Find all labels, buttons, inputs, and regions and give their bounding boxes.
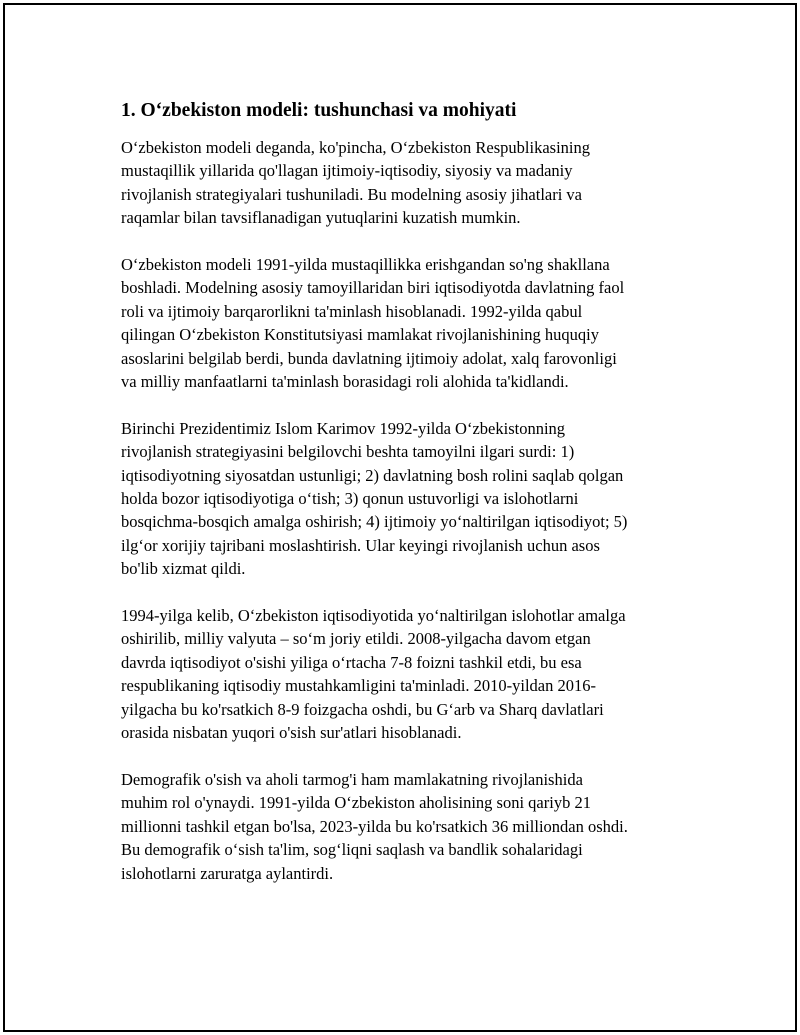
page-content [121, 99, 689, 908]
page-frame [3, 3, 797, 1032]
paragraph-line: respublikaning iqtisodiy mustahkamligini ta'minladi. 2010-yildan 2016- [121, 676, 597, 696]
paragraph-line: Birinchi Prezidentimiz Islom Karimov 1992-yilda O‘zbekistonning [121, 418, 566, 438]
paragraph [121, 253, 689, 393]
paragraph-line: mustaqillik yillarida qo'llagan ijtimoiy-iqtisodiy, siyosiy va madaniy [121, 161, 573, 181]
paragraph-line: raqamlar bilan tavsiflanadigan yutuqlarini kuzatish mumkin. [121, 208, 521, 228]
paragraph-line: rivojlanish strategiyasini belgilovchi beshta tamoyilni ilgari surdi: 1) [121, 442, 575, 462]
paragraph-line: O‘zbekiston modeli 1991-yilda mustaqillikka erishgandan so'ng shakllana [121, 255, 610, 275]
paragraph-line: holda bozor iqtisodiyotiga o‘tish; 3) qonun ustuvorligi va islohotlarni [121, 489, 579, 509]
paragraph-line: 1994-yilga kelib, O‘zbekiston iqtisodiyotida yo‘naltirilgan islohotlar amalga [121, 606, 626, 626]
body-text [121, 136, 689, 885]
paragraph-line: ilg‘or xorijiy tajribani moslashtirish. Ular keyingi rivojlanish uchun asos [121, 535, 600, 555]
paragraph-line: oshirilib, milliy valyuta – so‘m joriy etildi. 2008-yilgacha davom etgan [121, 629, 591, 649]
paragraph-line: orasida nisbatan yuqori o'sish sur'atlari hisoblanadi. [121, 723, 462, 743]
section-heading: 1. O‘zbekiston modeli: tushunchasi va mohiyati [121, 100, 517, 121]
paragraph [121, 768, 689, 885]
paragraph-line: qilingan O‘zbekiston Konstitutsiyasi mamlakat rivojlanishining huquqiy [121, 325, 599, 345]
paragraph-line: va milliy manfaatlarni ta'minlash borasidagi roli alohida ta'kidlandi. [121, 372, 569, 392]
paragraph [121, 417, 689, 581]
paragraph-line: iqtisodiyotning siyosatdan ustunligi; 2) davlatning bosh rolini saqlab qolgan [121, 465, 624, 485]
paragraph-line: millionni tashkil etgan bo'lsa, 2023-yilda bu ko'rsatkich 36 milliondan oshdi. [121, 816, 628, 836]
paragraph [121, 604, 689, 744]
paragraph-line: Demografik o'sish va aholi tarmog'i ham mamlakatning rivojlanishida [121, 769, 583, 789]
paragraph-line: Bu demografik o‘sish ta'lim, sog‘liqni saqlash va bandlik sohalaridagi [121, 840, 583, 860]
paragraph-line: asoslarini belgilab berdi, bunda davlatning ijtimoiy adolat, xalq farovonligi [121, 348, 617, 368]
paragraph-line: roli va ijtimoiy barqarorlikni ta'minlash hisoblanadi. 1992-yilda qabul [121, 301, 583, 321]
paragraph-line: bo'lib xizmat qildi. [121, 559, 246, 579]
paragraph-line: bosqichma-bosqich amalga oshirish; 4) ijtimoiy yo‘naltirilgan iqtisodiyot; 5) [121, 512, 628, 532]
paragraph-line: yilgacha bu ko'rsatkich 8-9 foizgacha oshdi, bu G‘arb va Sharq davlatlari [121, 699, 604, 719]
paragraph [121, 136, 689, 230]
paragraph-line: islohotlarni zaruratga aylantirdi. [121, 863, 334, 883]
paragraph-line: rivojlanish strategiyalari tushuniladi. Bu modelning asosiy jihatlari va [121, 184, 583, 204]
paragraph-line: boshladi. Modelning asosiy tamoyillaridan biri iqtisodiyotda davlatning faol [121, 278, 625, 298]
paragraph-line: davrda iqtisodiyot o'sishi yiliga o‘rtacha 7-8 foizni tashkil etdi, bu esa [121, 652, 582, 672]
paragraph-line: muhim rol o'ynaydi. 1991-yilda O‘zbekiston aholisining soni qariyb 21 [121, 793, 591, 813]
paragraph-line: O‘zbekiston modeli deganda, ko'pincha, O‘zbekiston Respublikasining [121, 138, 591, 157]
